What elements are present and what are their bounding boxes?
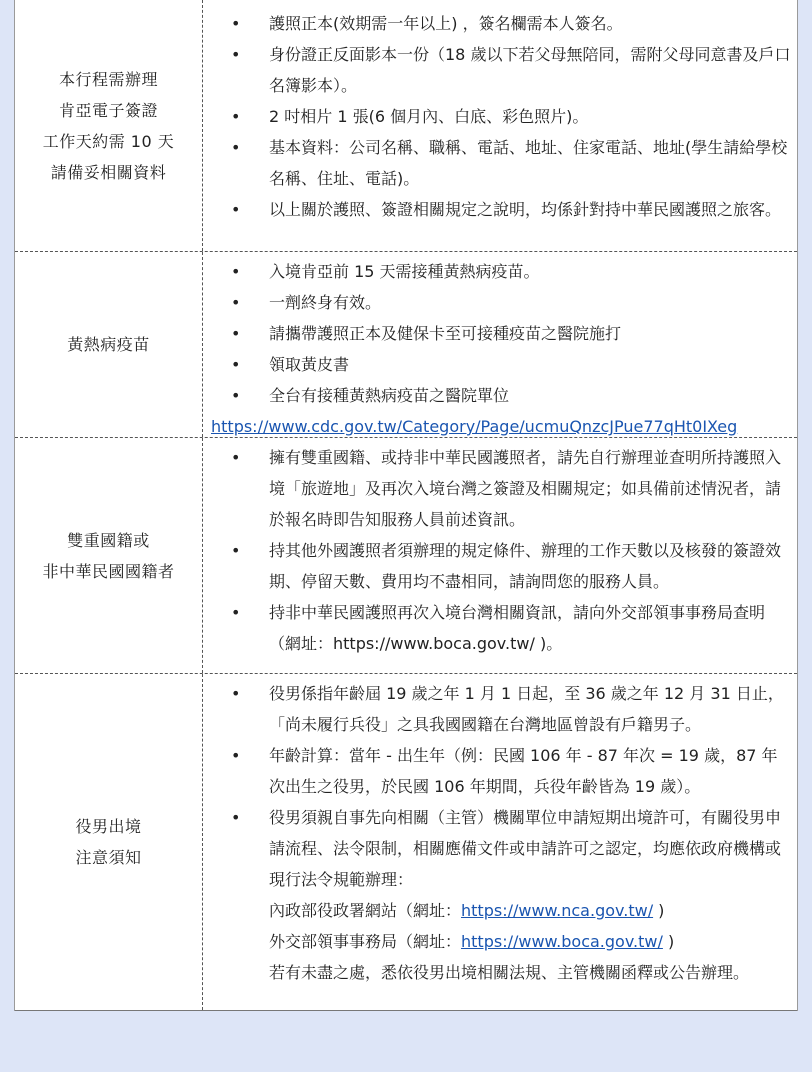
section-label: [15, 438, 203, 673]
section-dual-nationality: [15, 438, 797, 674]
list-item: • 請攜帶護照正本及健保卡至可接種疫苗之醫院施打: [205, 318, 797, 349]
list-item: • 身份證正反面影本一份（18 歲以下若父母無陪同，需附父母同意書及戶口名簿影本）。: [205, 39, 797, 101]
list-item: • 一劑終身有效。: [205, 287, 797, 318]
boca-line: 外交部領事事務局（網址：https://www.boca.gov.tw/ ): [269, 932, 675, 951]
bullet-icon: •: [231, 448, 241, 467]
bullet-icon: •: [231, 293, 241, 312]
requirements-table: [14, 0, 798, 1011]
list-item: • 2 吋相片 1 張(6 個月內、白底、彩色照片)。: [205, 101, 797, 132]
section-content: [205, 0, 797, 251]
cdc-link[interactable]: https://www.cdc.gov.tw/Category/Page/ucmuQnzcJPue77qHt0IXeg: [211, 417, 738, 436]
list-item: • 全台有接種黃熱病疫苗之醫院單位: [205, 380, 797, 411]
section-visa: [15, 0, 797, 252]
bullet-icon: •: [231, 603, 241, 622]
section-yellow-fever: [15, 252, 797, 438]
list-item: • 領取黃皮書: [205, 349, 797, 380]
label-line: 注意須知: [75, 848, 142, 867]
label-line: 請備妥相關資料: [50, 162, 167, 182]
section-label: [15, 252, 203, 437]
label-line: 雙重國籍或: [67, 530, 150, 550]
bullet-icon: •: [231, 200, 241, 219]
list-item: • 入境肯亞前 15 天需接種黃熱病疫苗。: [205, 256, 797, 287]
list-item: • 持非中華民國護照再次入境台灣相關資訊，請向外交部領事事務局查明（網址：https://www.boca.gov.tw/ )。: [205, 597, 797, 659]
section-content: [205, 674, 797, 1010]
nca-link[interactable]: https://www.nca.gov.tw/: [461, 901, 654, 920]
section-label: [15, 674, 203, 1010]
list-item: • 以上關於護照、簽證相關規定之說明，均係針對持中華民國護照之旅客。: [205, 194, 797, 225]
bullet-icon: •: [231, 262, 241, 281]
list-item: • 護照正本(效期需一年以上) ，簽名欄需本人簽名。: [205, 8, 797, 39]
bullet-icon: •: [231, 746, 241, 765]
bullet-icon: •: [231, 138, 241, 157]
section-label: [15, 0, 203, 251]
label-line: 役男出境: [75, 817, 142, 836]
label-line: 本行程需辦理: [58, 69, 158, 89]
bullet-icon: •: [231, 684, 241, 703]
section-content: [205, 252, 797, 437]
bullet-icon: •: [231, 386, 241, 405]
label-line: 非中華民國國籍者: [42, 561, 175, 581]
nca-line: 內政部役政署網站（網址：https://www.nca.gov.tw/ ): [269, 901, 665, 920]
bullet-icon: •: [231, 324, 241, 343]
label-line: 肯亞電子簽證: [58, 100, 158, 120]
bullet-icon: •: [231, 808, 241, 827]
bullet-icon: •: [231, 107, 241, 126]
list-item: • 役男係指年齡屆 19 歲之年 1 月 1 日起，至 36 歲之年 12 月 31 日止，「尚未履行兵役」之具我國國籍在台灣地區曾設有戶籍男子。: [205, 678, 797, 740]
closing-note: 若有未盡之處，悉依役男出境相關法規、主管機關函釋或公告辦理。: [269, 963, 750, 982]
list-item: • 年齡計算：當年 - 出生年（例：民國 106 年 - 87 年次 = 19 歲，87 年次出生之役男，於民國 106 年期間，兵役年齡皆為 19 歲）。: [205, 740, 797, 802]
label-line: 黃熱病疫苗: [67, 335, 150, 354]
list-item: • 基本資料：公司名稱、職稱、電話、地址、住家電話、地址(學生請給學校名稱、住址、電話)。: [205, 132, 797, 194]
section-content: [205, 438, 797, 673]
bullet-icon: •: [231, 355, 241, 374]
bullet-icon: •: [231, 541, 241, 560]
bullet-icon: •: [231, 14, 241, 33]
list-item: • 持其他外國護照者須辦理的規定條件、辦理的工作天數以及核發的簽證效期、停留天數、費用均不盡相同，請詢問您的服務人員。: [205, 535, 797, 597]
section-military-service: [15, 674, 797, 1011]
list-item: • 擁有雙重國籍、或持非中華民國護照者，請先自行辦理並查明所持護照入境「旅遊地」及再次入境台灣之簽證及相關規定；如具備前述情況者，請於報名時即告知服務人員前述資訊。: [205, 442, 797, 535]
list-item: • 役男須親自事先向相關（主管）機關單位申請短期出境許可，有關役男申請流程、法令限制，相關應備文件或申請許可之認定，均應依政府機構或現行法令規範辦理：: [205, 802, 797, 895]
label-line: 工作天約需 10 天: [42, 131, 175, 151]
bullet-icon: •: [231, 45, 241, 64]
boca-link[interactable]: https://www.boca.gov.tw/: [461, 932, 663, 951]
